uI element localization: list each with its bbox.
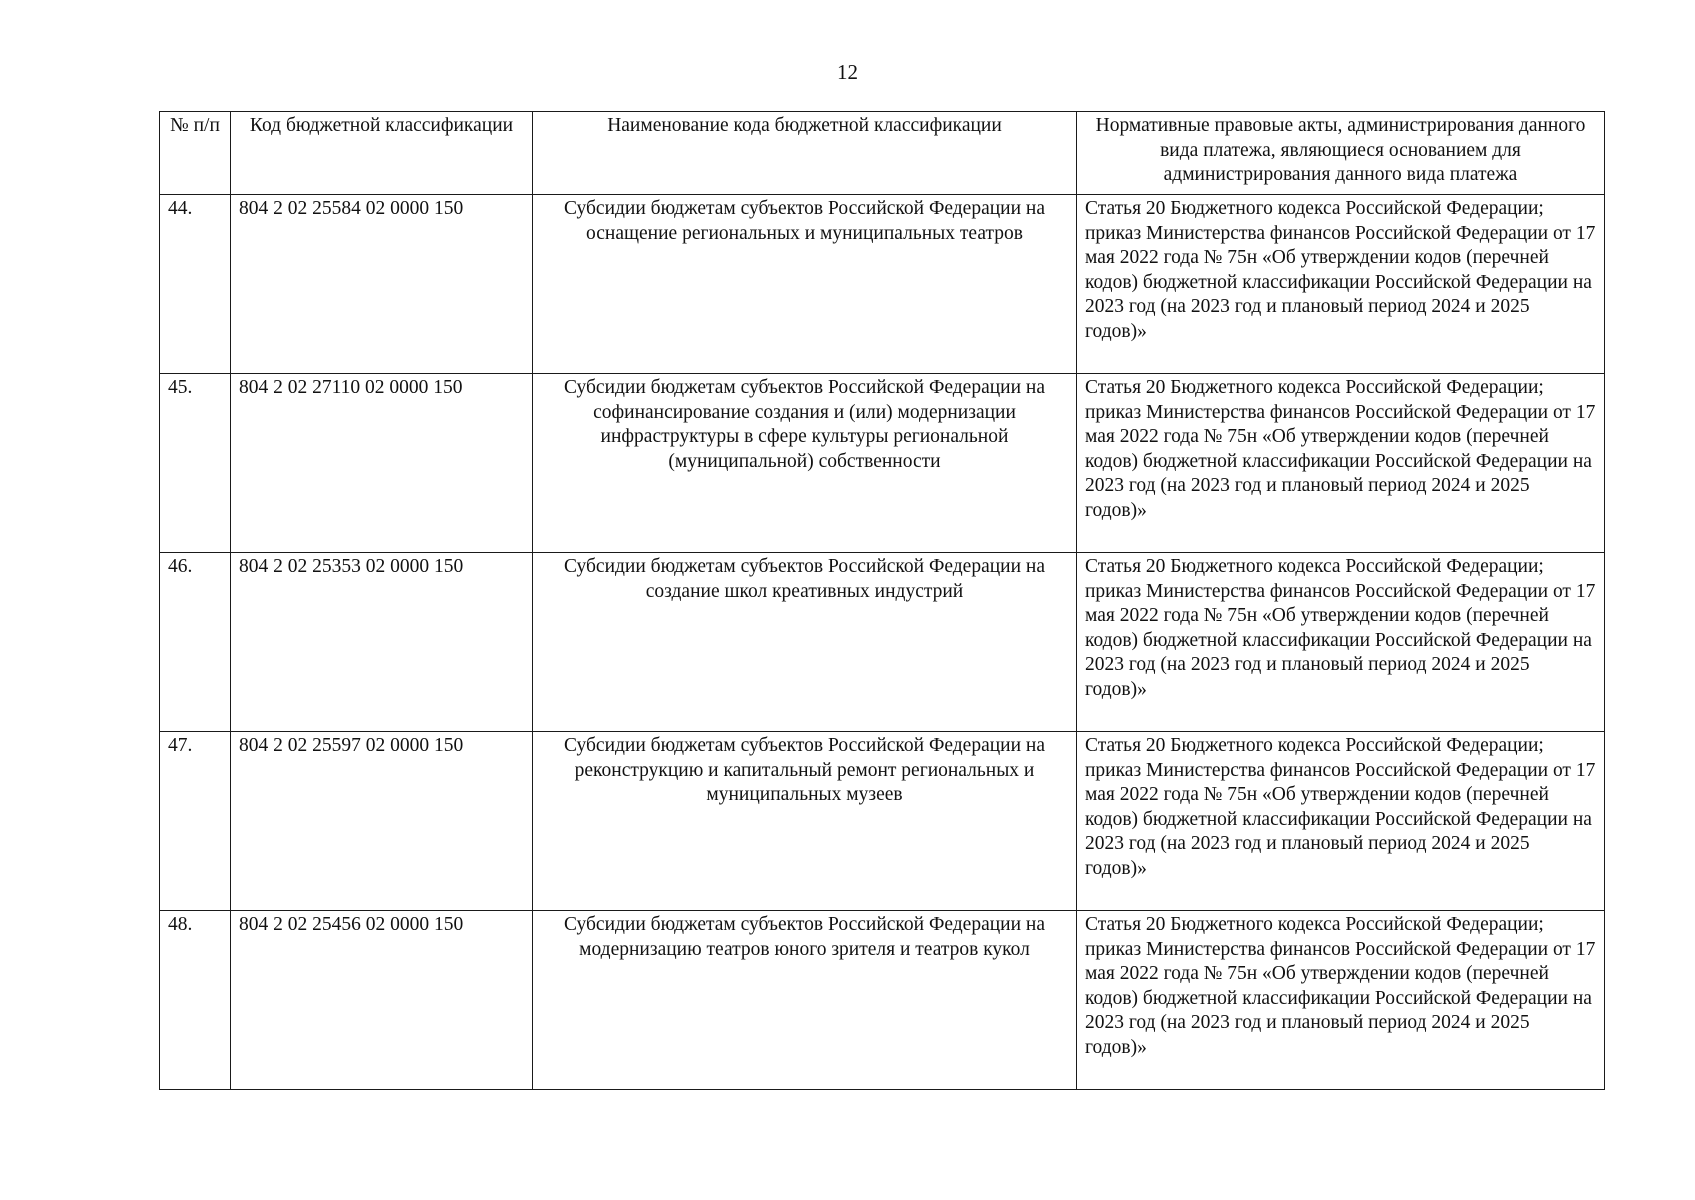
row-code: 804 2 02 25456 02 0000 150 [231,911,533,1090]
row-legal-acts: Статья 20 Бюджетного кодекса Российской Федерации; приказ Министерства финансов Российской Федерации от 17 мая 2022 года № 75н «Об утверждении кодов (перечней кодов) бюджетной классификации Российской Федерации на 2023 год (на 2023 год и плановый период 2024 и 2025 годов)» [1077,553,1605,732]
row-name: Субсидии бюджетам субъектов Российской Федерации на реконструкцию и капитальный ремонт региональных и муниципальных музеев [533,732,1077,911]
row-name: Субсидии бюджетам субъектов Российской Федерации на создание школ креативных индустрий [533,553,1077,732]
row-number: 46. [160,553,231,732]
table-row [160,911,1605,1090]
budget-classification-table [159,111,1605,1090]
table-header [160,112,1605,195]
table-row [160,553,1605,732]
row-number: 47. [160,732,231,911]
table-row [160,732,1605,911]
page-number: 12 [837,60,858,84]
row-code: 804 2 02 25597 02 0000 150 [231,732,533,911]
table-body [160,195,1605,1090]
header-code: Код бюджетной классификации [231,112,533,195]
header-legal-acts: Нормативные правовые акты, администрирования данного вида платежа, являющиеся основанием для администрирования данного вида платежа [1077,112,1605,195]
row-legal-acts: Статья 20 Бюджетного кодекса Российской Федерации; приказ Министерства финансов Российской Федерации от 17 мая 2022 года № 75н «Об утверждении кодов (перечней кодов) бюджетной классификации Российской Федерации на 2023 год (на 2023 год и плановый период 2024 и 2025 годов)» [1077,732,1605,911]
row-code: 804 2 02 25353 02 0000 150 [231,553,533,732]
row-name: Субсидии бюджетам субъектов Российской Федерации на модернизацию театров юного зрителя и театров кукол [533,911,1077,1090]
header-number: № п/п [160,112,231,195]
row-code: 804 2 02 27110 02 0000 150 [231,374,533,553]
table-row [160,374,1605,553]
header-row [160,112,1605,195]
row-legal-acts: Статья 20 Бюджетного кодекса Российской Федерации; приказ Министерства финансов Российской Федерации от 17 мая 2022 года № 75н «Об утверждении кодов (перечней кодов) бюджетной классификации Российской Федерации на 2023 год (на 2023 год и плановый период 2024 и 2025 годов)» [1077,911,1605,1090]
row-legal-acts: Статья 20 Бюджетного кодекса Российской Федерации; приказ Министерства финансов Российской Федерации от 17 мая 2022 года № 75н «Об утверждении кодов (перечней кодов) бюджетной классификации Российской Федерации на 2023 год (на 2023 год и плановый период 2024 и 2025 годов)» [1077,195,1605,374]
row-number: 48. [160,911,231,1090]
row-name: Субсидии бюджетам субъектов Российской Федерации на софинансирование создания и (или) модернизации инфраструктуры в сфере культуры региональной (муниципальной) собственности [533,374,1077,553]
row-legal-acts: Статья 20 Бюджетного кодекса Российской Федерации; приказ Министерства финансов Российской Федерации от 17 мая 2022 года № 75н «Об утверждении кодов (перечней кодов) бюджетной классификации Российской Федерации на 2023 год (на 2023 год и плановый период 2024 и 2025 годов)» [1077,374,1605,553]
row-number: 44. [160,195,231,374]
row-number: 45. [160,374,231,553]
header-name: Наименование кода бюджетной классификации [533,112,1077,195]
table-row [160,195,1605,374]
row-code: 804 2 02 25584 02 0000 150 [231,195,533,374]
row-name: Субсидии бюджетам субъектов Российской Федерации на оснащение региональных и муниципальных театров [533,195,1077,374]
